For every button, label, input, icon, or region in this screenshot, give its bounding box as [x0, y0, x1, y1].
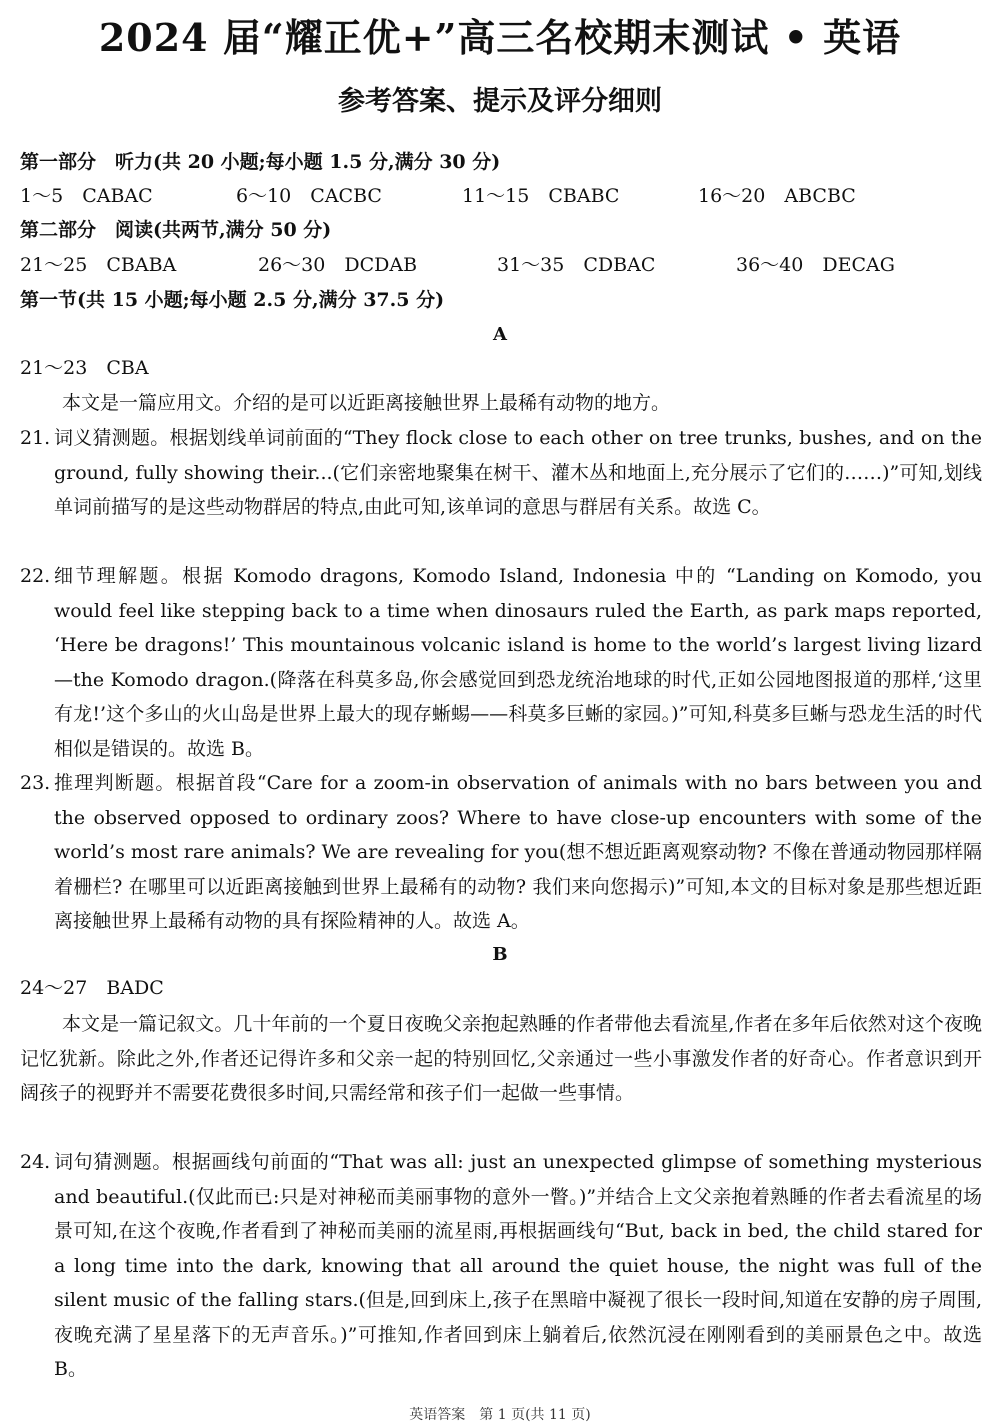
- answer-range: 1～5: [20, 185, 64, 207]
- question-number: 23.: [20, 772, 51, 794]
- question-23-explanation: 推理判断题。根据首段“Care for a zoom-in observation of animals with no bars between you and the observed opposed to ordinary zoos? Where to have close-up encounters with some of the world’s most rare animals? We are revealing for you(想不想近距离观察动物? 不像在普通动物园那样隔着栅栏? 在哪里可以近距离接触到世界上最稀有的动物? 我们来向您揭示)”可知,本文的目标对象是那些想近距离接触世界上最稀有动物的具有探险精神的人。故选 A。: [54, 772, 982, 932]
- passage-a-answer-line: 21～23 CBA: [20, 357, 149, 379]
- answer-group: [736, 253, 895, 277]
- passage-a-intro: 本文是一篇应用文。介绍的是可以近距离接触世界上最稀有动物的地方。: [62, 392, 671, 414]
- answer-keys: CACBC: [310, 185, 382, 207]
- passage-b-intro: 本文是一篇记叙文。几十年前的一个夏日夜晚父亲抱起熟睡的作者带他去看流星,作者在多年后依然对这个夜晚记忆犹新。除此之外,作者还记得许多和父亲一起的特别回忆,父亲通过一些小事激发作者的好奇心。作者意识到开阔孩子的视野并不需要花费很多时间,只需经常和孩子们一起做一些事情。: [20, 1013, 982, 1104]
- answer-keys: CABAC: [82, 185, 153, 207]
- answer-group: [236, 184, 382, 208]
- question-24-explanation: 词句猜测题。根据画线句前面的“That was all: just an unexpected glimpse of something mysterious and beautiful.(仅此而已:只是对神秘而美丽事物的意外一瞥。)”并结合上文父亲抱着熟睡的作者去看流星的场景可知,在这个夜晚,作者看到了神秘而美丽的流星雨,再根据画线句“But, back in bed, the child stared for a long time into the dark, knowing that all around the quiet house, the night was full of the silent music of the falling stars.(但是,回到床上,孩子在黑暗中凝视了很长一段时间,知道在安静的房子周围,夜晚充满了星星落下的无声音乐。)”可推知,作者回到床上躺着后,依然沉浸在刚刚看到的美丽景色之中。故选 B。: [54, 1151, 982, 1380]
- part1-heading: 第一部分 听力(共 20 小题;每小题 1.5 分,满分 30 分): [20, 151, 501, 173]
- answer-range: 11～15: [462, 185, 530, 207]
- question-22-explanation: 细节理解题。根据 Komodo dragons, Komodo Island, Indonesia 中的 “Landing on Komodo, you would feel like stepping back to a time when dinosaurs ruled the Earth, as park maps reported, ‘Here be dragons!’ This mountainous volcanic island is home to the world’s largest living lizard—the Komodo dragon.(降落在科莫多岛,你会感觉回到恐龙统治地球的时代,正如公园地图报道的那样,‘这里有龙!’这个多山的火山岛是世界上最大的现存蜥蜴——科莫多巨蜥的家园。)”可知,科莫多巨蜥与恐龙生活的时代相似是错误的。故选 B。: [54, 565, 982, 760]
- answer-keys: ABCBC: [784, 185, 856, 207]
- answer-keys: DECAG: [822, 254, 895, 276]
- answer-range: 26～30: [258, 254, 326, 276]
- passage-b-label: B: [492, 944, 508, 965]
- question-number: 21.: [20, 427, 51, 449]
- answer-range: 36～40: [736, 254, 804, 276]
- answer-group: [20, 253, 176, 277]
- section1-heading: 第一节(共 15 小题;每小题 2.5 分,满分 37.5 分): [20, 289, 445, 311]
- page-footer: 英语答案 第 1 页(共 11 页): [409, 1407, 591, 1423]
- question-number: 24.: [20, 1151, 51, 1173]
- question-21-explanation: 词义猜测题。根据划线单词前面的“They flock close to each other on tree trunks, bushes, and on the ground, fully showing their...(它们亲密地聚集在树干、灌木丛和地面上,充分展示了它们的……)”可知,划线单词前描写的是这些动物群居的特点,由此可知,该单词的意思与群居有关系。故选 C。: [54, 427, 982, 518]
- answer-group: [258, 253, 417, 277]
- passage-b-answer-line: 24～27 BADC: [20, 977, 164, 999]
- answer-group: [462, 184, 619, 208]
- page-title: 2024 届“耀正优+”高三名校期末测试 • 英语: [98, 15, 902, 60]
- answer-range: 6～10: [236, 185, 292, 207]
- answer-group: [497, 253, 655, 277]
- answer-group: [20, 184, 153, 208]
- answer-range: 16～20: [698, 185, 766, 207]
- answer-keys: CDBAC: [583, 254, 656, 276]
- answer-range: 31～35: [497, 254, 565, 276]
- answer-keys: CBABC: [548, 185, 620, 207]
- answer-group: [698, 184, 856, 208]
- answer-range: 21～25: [20, 254, 88, 276]
- question-number: 22.: [20, 565, 51, 587]
- part2-heading: 第二部分 阅读(共两节,满分 50 分): [20, 219, 332, 241]
- page-subtitle: 参考答案、提示及评分细则: [338, 86, 662, 117]
- answer-keys: DCDAB: [344, 254, 418, 276]
- passage-a-label: A: [493, 324, 507, 345]
- answer-keys: CBABA: [106, 254, 177, 276]
